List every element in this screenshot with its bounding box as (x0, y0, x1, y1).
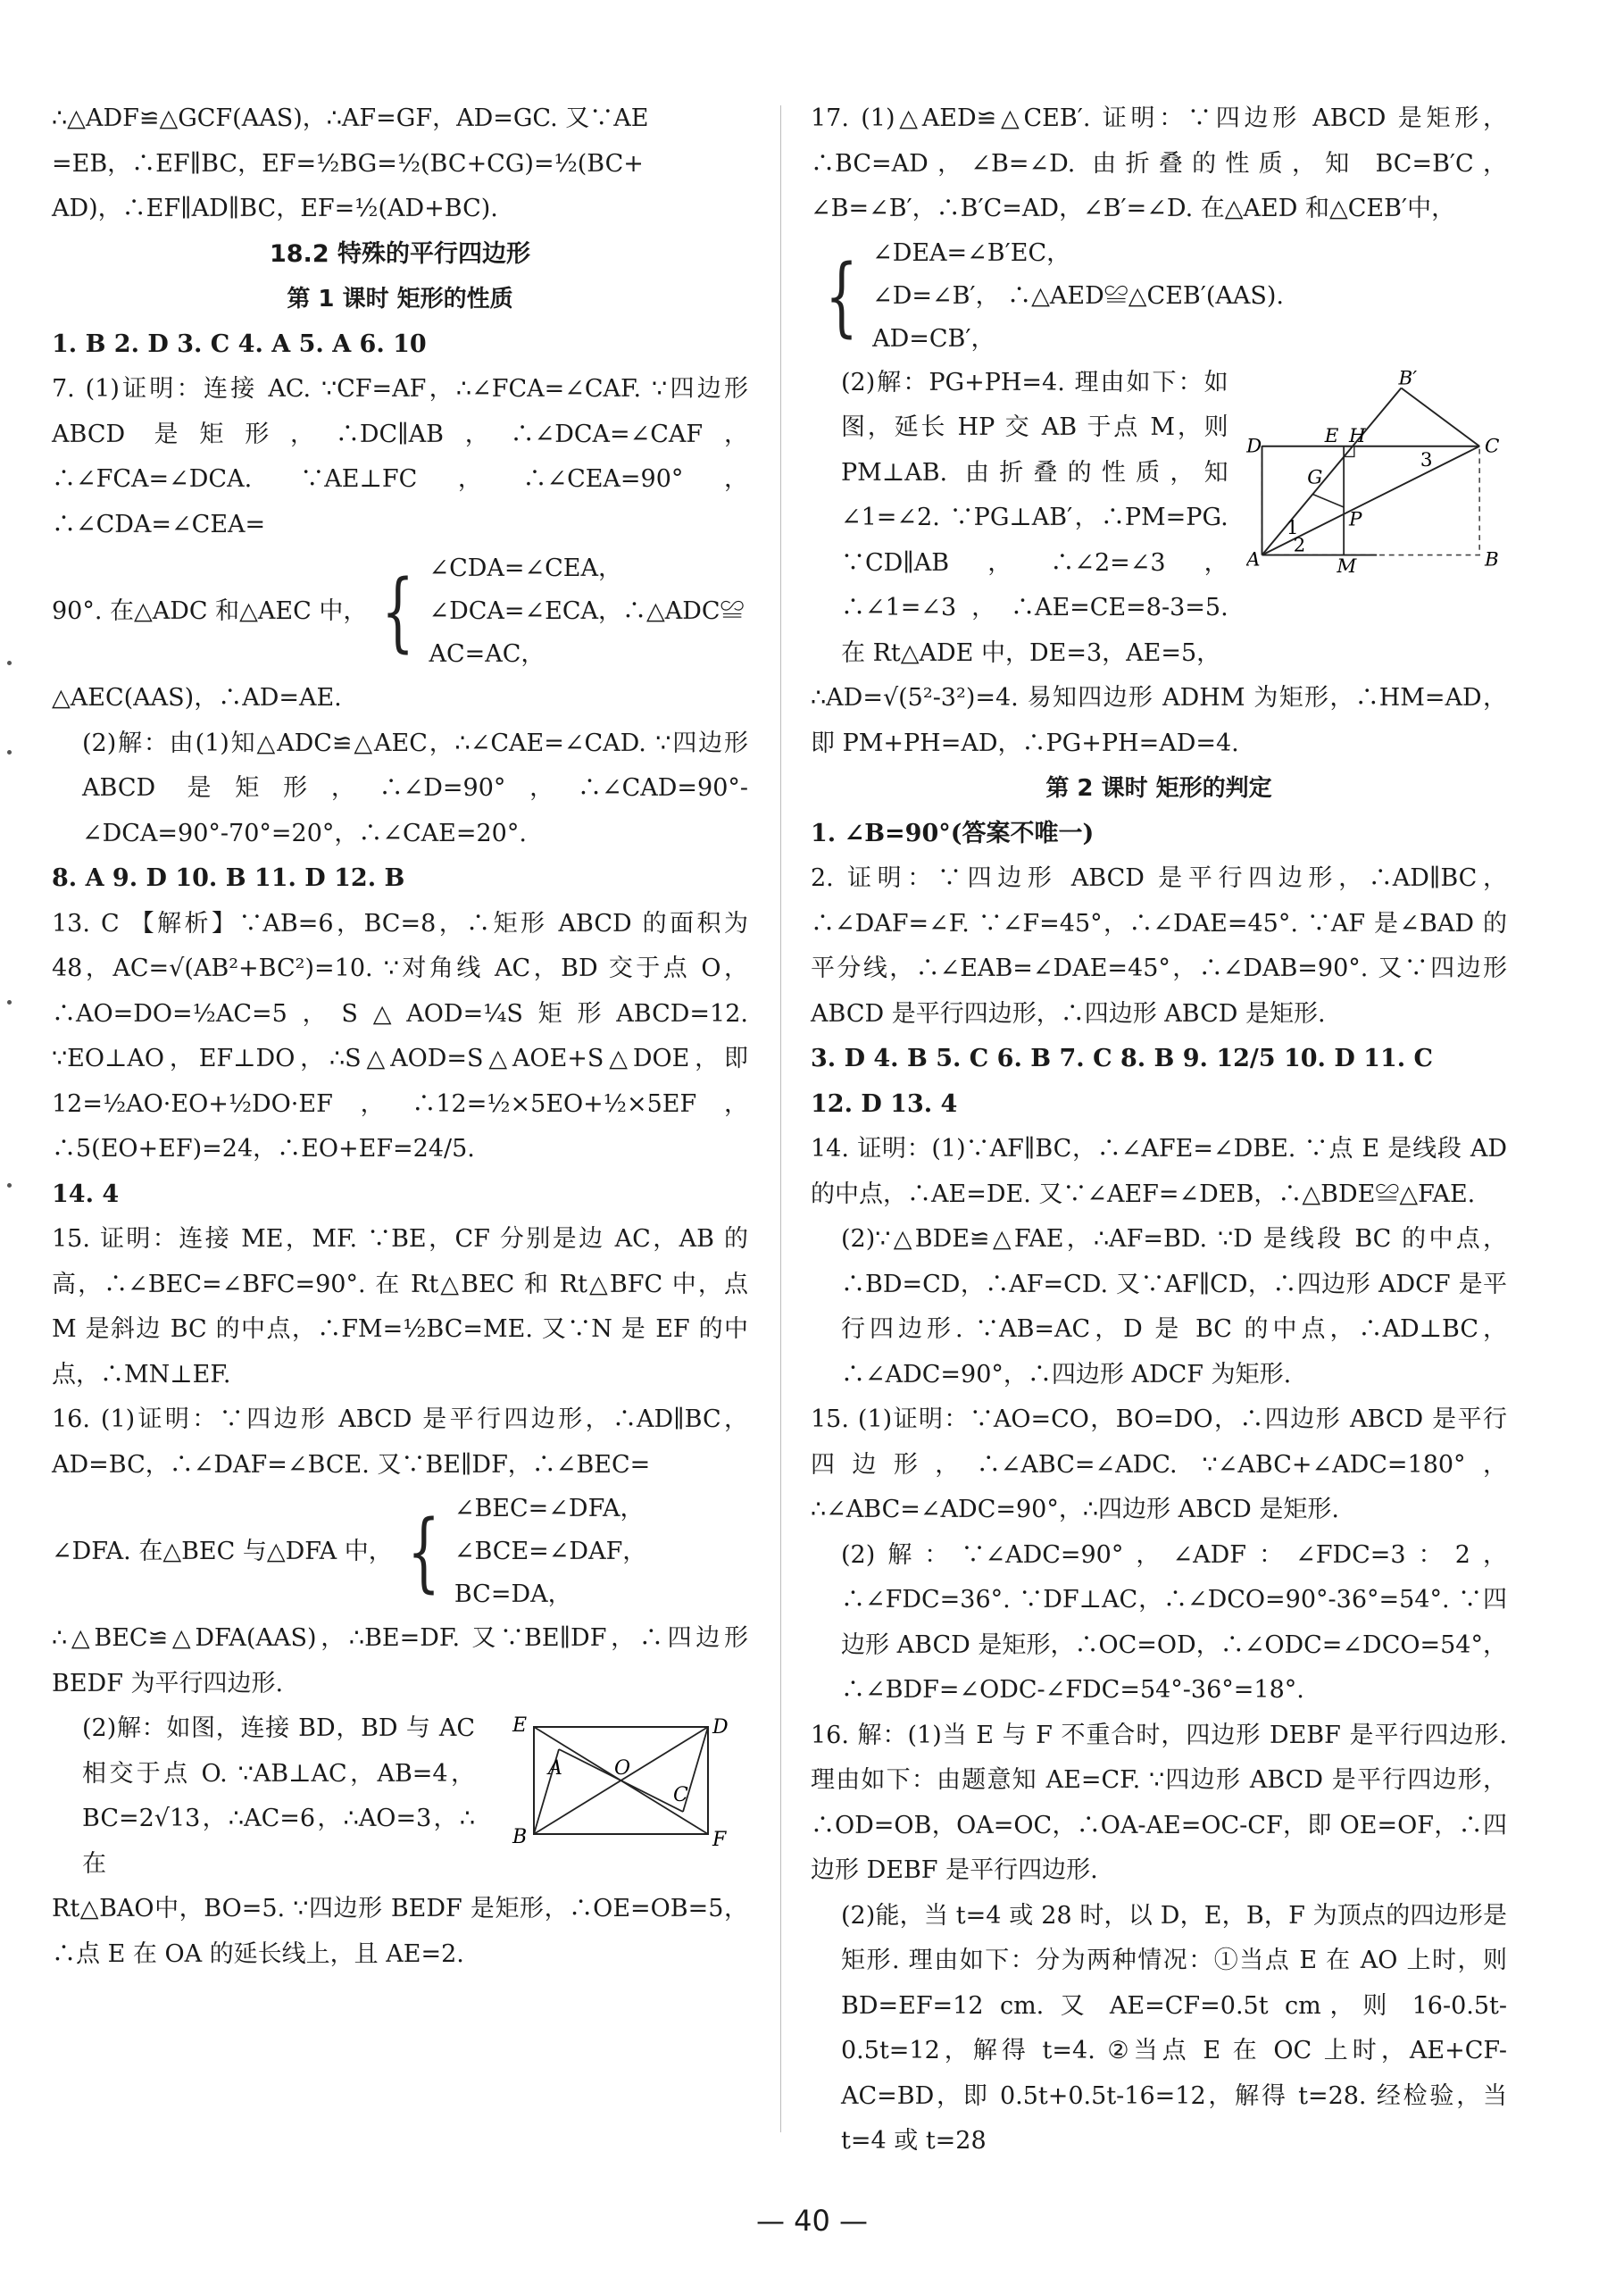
solution-14: 14. 证明：(1)∵AF∥BC，∴∠AFE=∠DBE. ∵点 E 是线段 AD 的中点，∴AE=DE. 又∵∠AEF=∠DEB，∴△BDE≌△FAE. (811, 1135, 1507, 1208)
system-row: ∠BCE=∠DAF， (454, 1538, 647, 1565)
lesson-title: 第 2 课时 矩形的判定 (1045, 775, 1272, 802)
point-label: O (614, 1757, 631, 1780)
answer-line: 1. ∠B=90°(答案不唯一) (811, 819, 1095, 847)
text-paragraph: (2)解：如图，连接 BD，BD 与 AC 相交于点 O. ∵AB⊥AC，AB=4，BC=2√13，∴AC=6，∴AO=3，∴在 (82, 1714, 475, 1878)
point-label: A (1245, 547, 1261, 571)
point-label: C (1484, 435, 1500, 458)
point-label: E (512, 1714, 528, 1737)
system-row: ∠D=∠B′， ∴△AED≌△CEB′(AAS). (872, 281, 1285, 310)
system-row: ∠CDA=∠CEA， (429, 555, 623, 582)
brace-icon: { (381, 562, 415, 662)
point-label: A (548, 1757, 562, 1780)
answer-line: 14. 4 (52, 1180, 120, 1208)
solution-16: 16. 解：(1)当 E 与 F 不重合时，四边形 DEBF 是平行四边形. 理由如下：由题意知 AE=CF. ∵四边形 ABCD 是平行四边形，∴OD=OB，OA=OC，∴OA-AE=OC-CF，即 OE=OF，∴四边形 DEBF 是平行四边形. (811, 1721, 1507, 1884)
system-row: BC=DA， (454, 1580, 572, 1608)
angle-label: 2 (1293, 534, 1305, 557)
point-label: F (712, 1829, 727, 1847)
text-line: △AEC(AAS)，∴AD=AE. (52, 684, 342, 712)
system-lead: 90°. 在△ADC 和△AEC 中， (52, 596, 368, 625)
margin-mark (7, 750, 12, 755)
text-line: ∴△ADF≌△GCF(AAS)，∴AF=GF，AD=GC. 又∵AE (52, 104, 649, 132)
text-paragraph: (2)∵△BDE≌△FAE，∴AF=BD. ∵D 是线段 BC 的中点，∴BD=CD，∴AF=CD. 又∵AF∥CD，∴四边形 ADCF 是平行四边形. ∵AB=AC，D 是 BC 的中点，∴AD⊥BC，∴∠ADC=90°，∴四边形 ADCF 为矩形. (841, 1225, 1507, 1389)
right-column (811, 96, 1507, 2164)
equation-system (52, 1488, 748, 1616)
angle-label: 3 (1420, 448, 1433, 471)
text-paragraph: (2)解：由(1)知△ADC≌△AEC，∴∠CAE=∠CAD. ∵四边形 ABCD 是矩形，∴∠D=90°，∴∠CAD=90°-∠DCA=90°-70°=20°，∴∠CAE=20°. (82, 729, 748, 847)
answer-line: 12. D 13. 4 (811, 1089, 958, 1118)
point-label: D (712, 1716, 729, 1739)
lesson-title: 第 1 课时 矩形的性质 (287, 286, 513, 313)
text-paragraph: (2)解：∵∠ADC=90°，∠ADF：∠FDC=3：2，∴∠FDC=36°. ∵DF⊥AC，∴∠DCO=90°-36°=54°. ∵四边形 ABCD 是矩形，∴OC=OD，∴∠ODC=∠DCO=54°，∴∠BDF=∠ODC-∠FDC=54°-36°=18°. (841, 1540, 1507, 1704)
point-label: B (1484, 547, 1499, 571)
brace-icon: { (406, 1502, 440, 1602)
solution-16: 16. (1)证明：∵四边形 ABCD 是平行四边形，∴AD∥BC，AD=BC，∴∠DAF=∠BCE. 又∵BE∥DF，∴∠BEC= (52, 1405, 748, 1479)
text-paragraph: ∴△BEC≌△DFA(AAS)，∴BE=DF. 又∵BE∥DF，∴四边形 BEDF 为平行四边形. (52, 1624, 748, 1697)
segment-b-prime-c (1401, 388, 1479, 446)
answer-line: 3. D 4. B 5. C 6. B 7. C 8. B 9. 12/5 10. D 11. C (811, 1045, 1434, 1072)
solution-15: 15. (1)证明：∵AO=CO，BO=DO，∴四边形 ABCD 是平行四边形，∴∠ABC=∠ADC. ∵∠ABC+∠ADC=180°，∴∠ABC=∠ADC=90°，∴四边形 ABCD 是矩形. (811, 1405, 1507, 1523)
text-line: AD)，∴EF∥AD∥BC，EF=½(AD+BC). (52, 195, 498, 222)
section-title: 18.2 特殊的平行四边形 (269, 239, 531, 268)
fold-figure (1246, 370, 1507, 575)
text-paragraph: (2)能，当 t=4 或 28 时，以 D，E，B，F 为顶点的四边形是矩形. 理由如下：分为两种情况：①当点 E 在 AO 上时，则 BD=EF=12 cm. 又 AE=CF=0.5t cm，则 16-0.5t-0.5t=12，解得 t=4. ②当点 E 在 OC 上时，AE+CF-AC=BD，即 0.5t+0.5t-16=12，解得 t=28. 经检验，当 t=4 或 t=28 (841, 1901, 1507, 2155)
equation-system (52, 547, 748, 676)
margin-mark (7, 661, 12, 665)
point-label: B (512, 1826, 528, 1847)
text-line: =EB，∴EF∥BC，EF=½BG=½(BC+CG)=½(BC+ (52, 149, 644, 178)
solution-13: 13. C 【解析】∵AB=6，BC=8，∴矩形 ABCD 的面积为 48，AC=√(AB²+BC²)=10. ∵对角线 AC，BD 交于点 O，∴AO=DO=½AC=5，S△AOD=¼S矩形ABCD=12. ∵EO⊥AO，EF⊥DO，∴S△AOD=S△AOE+S△DOE，即 12=½AO·EO+½DO·EF，∴12=½×5EO+½×5EF，∴5(EO+EF)=24，∴EO+EF=24/5. (52, 909, 748, 1163)
margin-mark (7, 1183, 12, 1188)
system-row: ∠BEC=∠DFA， (454, 1495, 645, 1522)
point-label: M (1337, 555, 1356, 575)
system-row: ∠DEA=∠B′EC， (872, 238, 1071, 267)
left-column (52, 96, 748, 1977)
text-paragraph: Rt△BAO中，BO=5. ∵四边形 BEDF 是矩形，∴OE=OB=5，∴点 E 在 OA 的延长线上，且 AE=2. (52, 1895, 748, 1968)
solution-2: 2. 证明：∵四边形 ABCD 是平行四边形，∴AD∥BC，∴∠DAF=∠F. ∵∠F=45°，∴∠DAE=45°. ∵AF 是∠BAD 的平分线，∴∠EAB=∠DAE=45°，∴∠DAB=90°. 又∵四边形 ABCD 是平行四边形，∴四边形 ABCD 是矩形. (811, 864, 1507, 1028)
point-label: B′ (1398, 369, 1417, 390)
system-row: AC=AC， (429, 640, 545, 668)
solution-7: 7. (1)证明：连接 AC. ∵CF=AF，∴∠FCA=∠CAF. ∵四边形 ABCD 是矩形，∴DC∥AB，∴∠DCA=∠CAF，∴∠FCA=∠DCA. ∵AE⊥FC，∴∠CEA=90°，∴∠CDA=∠CEA= (52, 375, 748, 538)
answer-line: 8. A 9. D 10. B 11. D 12. B (52, 864, 405, 892)
point-label: E (1324, 424, 1338, 447)
solution-17: 17. (1)△AED≌△CEB′. 证明：∵四边形 ABCD 是矩形，∴BC=AD，∠B=∠D. 由折叠的性质，知 BC=B′C，∠B=∠B′，∴B′C=AD，∠B′=∠D. 在△AED 和△CEB′中， (811, 104, 1507, 222)
segment-ab-prime (1262, 388, 1401, 555)
point-label: C (673, 1784, 688, 1806)
system-lead: ∠DFA. 在△BEC 与△DFA 中， (52, 1537, 393, 1565)
equation-system (811, 232, 1507, 361)
point-label: P (1348, 507, 1362, 530)
point-label: G (1306, 466, 1322, 489)
answer-line: 1. B 2. D 3. C 4. A 5. A 6. 10 (52, 329, 427, 358)
page-number: — 40 — (755, 2204, 869, 2238)
segment-gp (1312, 494, 1344, 507)
column-divider (780, 105, 781, 2132)
solution-15: 15. 证明：连接 ME，MF. ∵BE，CF 分别是边 AC，AB 的高，∴∠BEC=∠BFC=90°. 在 Rt△BEC 和 Rt△BFC 中，点 M 是斜边 BC 的中点，∴FM=½BC=ME. 又∵N 是 EF 的中点，∴MN⊥EF. (52, 1225, 748, 1389)
system-row: ∠DCA=∠ECA，∴△ADC≌ (429, 597, 745, 625)
point-label: H (1348, 424, 1366, 447)
point-label: D (1245, 435, 1262, 458)
text-paragraph: ∴AD=√(5²-3²)=4. 易知四边形 ADHM 为矩形，∴HM=AD，即 PM+PH=AD，∴PG+PH=AD=4. (811, 684, 1507, 757)
text-paragraph: (2)解：PG+PH=4. 理由如下：如图，延长 HP 交 AB 于点 M，则 PM⊥AB. 由折叠的性质，知∠1=∠2. ∵PG⊥AB′，∴PM=PG. ∵CD∥AB，∴∠2=∠3，∴∠1=∠3，∴AE=CE=8-3=5. 在 Rt△ADE 中，DE=3，AE=5， (841, 368, 1228, 667)
brace-icon: { (825, 246, 858, 346)
angle-label: 1 (1286, 516, 1299, 539)
system-row: AD=CB′， (872, 324, 995, 353)
rectangle-figure (507, 1714, 730, 1847)
margin-mark (7, 1000, 12, 1005)
